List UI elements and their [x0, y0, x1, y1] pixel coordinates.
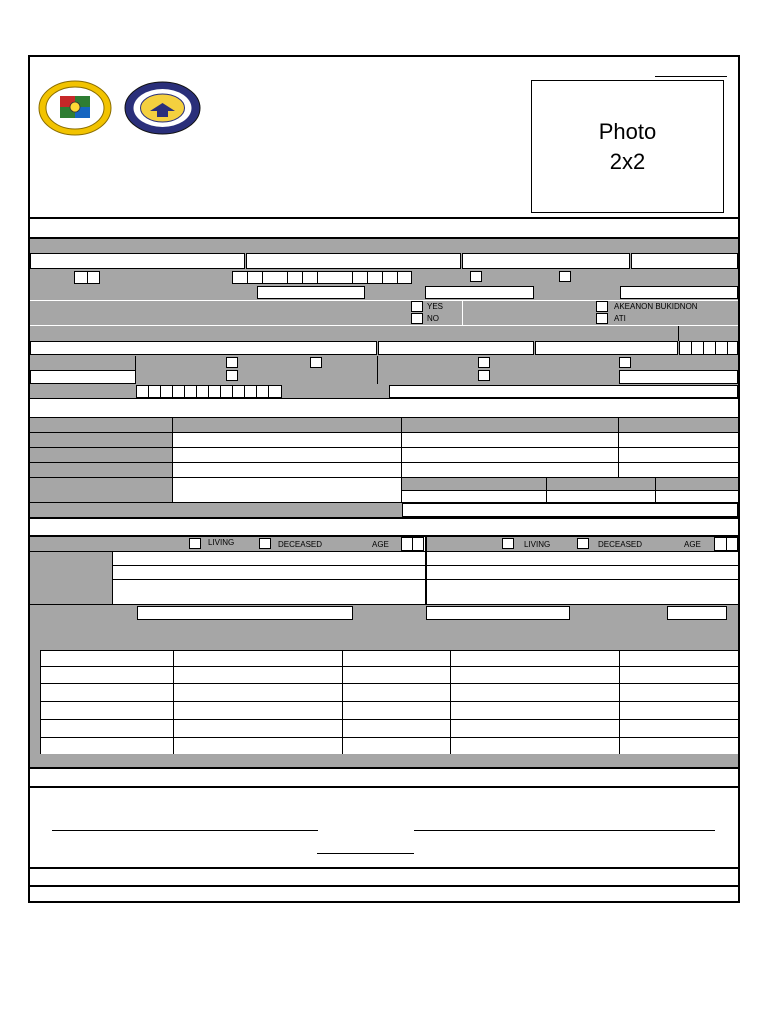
edu-col-divider [172, 418, 173, 502]
zip-box-divider [703, 341, 704, 355]
father-living-label: LIVING [208, 538, 235, 547]
siblings-row-divider [41, 737, 739, 738]
ip-no-label: NO [427, 314, 439, 323]
religion-field[interactable] [620, 286, 738, 299]
photo-box-label-line1: Photo [598, 119, 657, 144]
lrn-box-divider [244, 385, 245, 398]
lrn-box-divider [232, 385, 233, 398]
lrn-box-divider [172, 385, 173, 398]
siblings-row-divider [41, 650, 739, 651]
family-details-bottom [30, 551, 738, 552]
birthdate-box-divider [287, 271, 288, 284]
mother-living-checkbox[interactable] [502, 538, 514, 549]
applicant-signature-line[interactable] [52, 830, 318, 831]
photo-box[interactable] [531, 80, 724, 213]
household-count-field[interactable] [667, 606, 727, 620]
siblings-row-divider [41, 719, 739, 720]
sex-female-checkbox[interactable] [559, 271, 571, 282]
row6-option-e-checkbox[interactable] [478, 370, 490, 381]
birthdate-box-divider [262, 271, 263, 284]
ip-group-ati-label: ATI [614, 314, 626, 323]
birthdate-box-divider [367, 271, 368, 284]
row6-right-field[interactable] [619, 370, 738, 384]
father-row-divider [113, 565, 426, 566]
footer-divider-bottom [28, 885, 740, 887]
address-street-field[interactable] [30, 341, 377, 355]
birthdate-box-divider [382, 271, 383, 284]
ip-no-checkbox[interactable] [411, 313, 423, 324]
siblings-col-divider [342, 650, 343, 754]
row6-option-c-checkbox[interactable] [310, 357, 322, 368]
lrn-box-divider [160, 385, 161, 398]
father-income-field[interactable] [137, 606, 353, 620]
siblings-col-divider [619, 650, 620, 754]
row6-option-f-checkbox[interactable] [619, 357, 631, 368]
ip-group-ati-checkbox[interactable] [596, 313, 608, 324]
birthdate-box-divider [317, 271, 318, 284]
ip-yes-label: YES [427, 302, 444, 311]
civil-status-field[interactable] [425, 286, 534, 299]
lrn-field[interactable] [136, 385, 282, 398]
edu-row-divider [30, 462, 738, 463]
siblings-header-band [30, 621, 738, 650]
education-subheader [402, 478, 738, 490]
zip-code-field[interactable] [679, 341, 738, 355]
lrn-box-divider [220, 385, 221, 398]
photo-box-label-line2: 2x2 [609, 149, 646, 174]
row6-option-a-checkbox[interactable] [226, 357, 238, 368]
last-name-field[interactable] [30, 253, 245, 269]
mother-deceased-label: DECEASED [598, 540, 643, 549]
mother-age-divider [726, 537, 727, 551]
address-barangay-field[interactable] [378, 341, 534, 355]
siblings-left-margin [30, 650, 40, 754]
date-line[interactable] [317, 853, 414, 854]
mother-living-label: LIVING [524, 540, 551, 549]
father-living-checkbox[interactable] [189, 538, 201, 549]
father-label-column [30, 551, 112, 605]
college-seal-icon [124, 81, 201, 135]
birthdate-box-divider [352, 271, 353, 284]
siblings-table[interactable] [40, 650, 738, 754]
mother-row-divider [427, 565, 738, 566]
name-extension-field[interactable] [631, 253, 738, 269]
education-footer-field[interactable] [402, 503, 738, 517]
mother-age-label: AGE [684, 540, 701, 549]
father-age-divider [412, 537, 413, 551]
certification-divider-bottom [28, 786, 740, 788]
row6-mid-divider [377, 356, 378, 384]
siblings-row-divider [41, 666, 739, 667]
edu-row-divider [30, 432, 738, 433]
lrn-box-divider [208, 385, 209, 398]
address-header-divider [678, 326, 679, 341]
siblings-row-divider [41, 701, 739, 702]
lrn-box-divider [256, 385, 257, 398]
row6-option-d-checkbox[interactable] [478, 357, 490, 368]
row7-right-field[interactable] [389, 385, 738, 398]
father-age-label: AGE [372, 540, 389, 549]
mother-income-field[interactable] [426, 606, 570, 620]
education-footer-band [30, 503, 402, 517]
edu-row-divider [30, 447, 738, 448]
siblings-col-divider [173, 650, 174, 754]
lrn-box-divider [184, 385, 185, 398]
mother-deceased-checkbox[interactable] [577, 538, 589, 549]
footer-divider-top [28, 867, 740, 869]
father-details-fields[interactable] [112, 551, 425, 605]
zip-box-divider [727, 341, 728, 355]
ip-divider [462, 301, 463, 325]
province-seal-icon [38, 80, 112, 136]
edu-sub-row-divider [402, 490, 738, 491]
address-municipality-field[interactable] [535, 341, 678, 355]
education-divider-top [28, 398, 740, 399]
parent-signature-line[interactable] [414, 830, 715, 831]
row6-left-field[interactable] [30, 370, 136, 384]
zip-box-divider [715, 341, 716, 355]
father-deceased-checkbox[interactable] [259, 538, 271, 549]
age-field-divider [87, 271, 88, 284]
siblings-col-divider [450, 650, 451, 754]
birthdate-box-divider [302, 271, 303, 284]
mother-row-divider [427, 579, 738, 580]
birthdate-box-divider [397, 271, 398, 284]
first-name-field[interactable] [246, 253, 461, 269]
ip-group-akeanon-bukidnon-label: AKEANON BUKIDNON [614, 302, 698, 311]
birthdate-field[interactable] [232, 271, 412, 284]
birthdate-box-divider [247, 271, 248, 284]
father-row-divider [113, 579, 426, 580]
ip-group-akeanon-bukidnon-checkbox[interactable] [596, 301, 608, 312]
certification-divider-top [28, 767, 740, 769]
lrn-box-divider [196, 385, 197, 398]
header-divider [28, 217, 740, 219]
siblings-row-divider [41, 683, 739, 684]
ip-yes-checkbox[interactable] [411, 301, 423, 312]
sex-male-checkbox[interactable] [470, 271, 482, 282]
lrn-box-divider [268, 385, 269, 398]
lrn-box-divider [148, 385, 149, 398]
birthplace-field[interactable] [257, 286, 365, 299]
mother-details-fields[interactable] [427, 551, 738, 605]
father-deceased-label: DECEASED [278, 540, 323, 549]
row6-option-b-checkbox[interactable] [226, 370, 238, 381]
middle-name-field[interactable] [462, 253, 630, 269]
family-title-top [28, 517, 740, 519]
control-number-line[interactable] [655, 76, 727, 77]
zip-box-divider [691, 341, 692, 355]
siblings-footer-band [30, 754, 738, 767]
